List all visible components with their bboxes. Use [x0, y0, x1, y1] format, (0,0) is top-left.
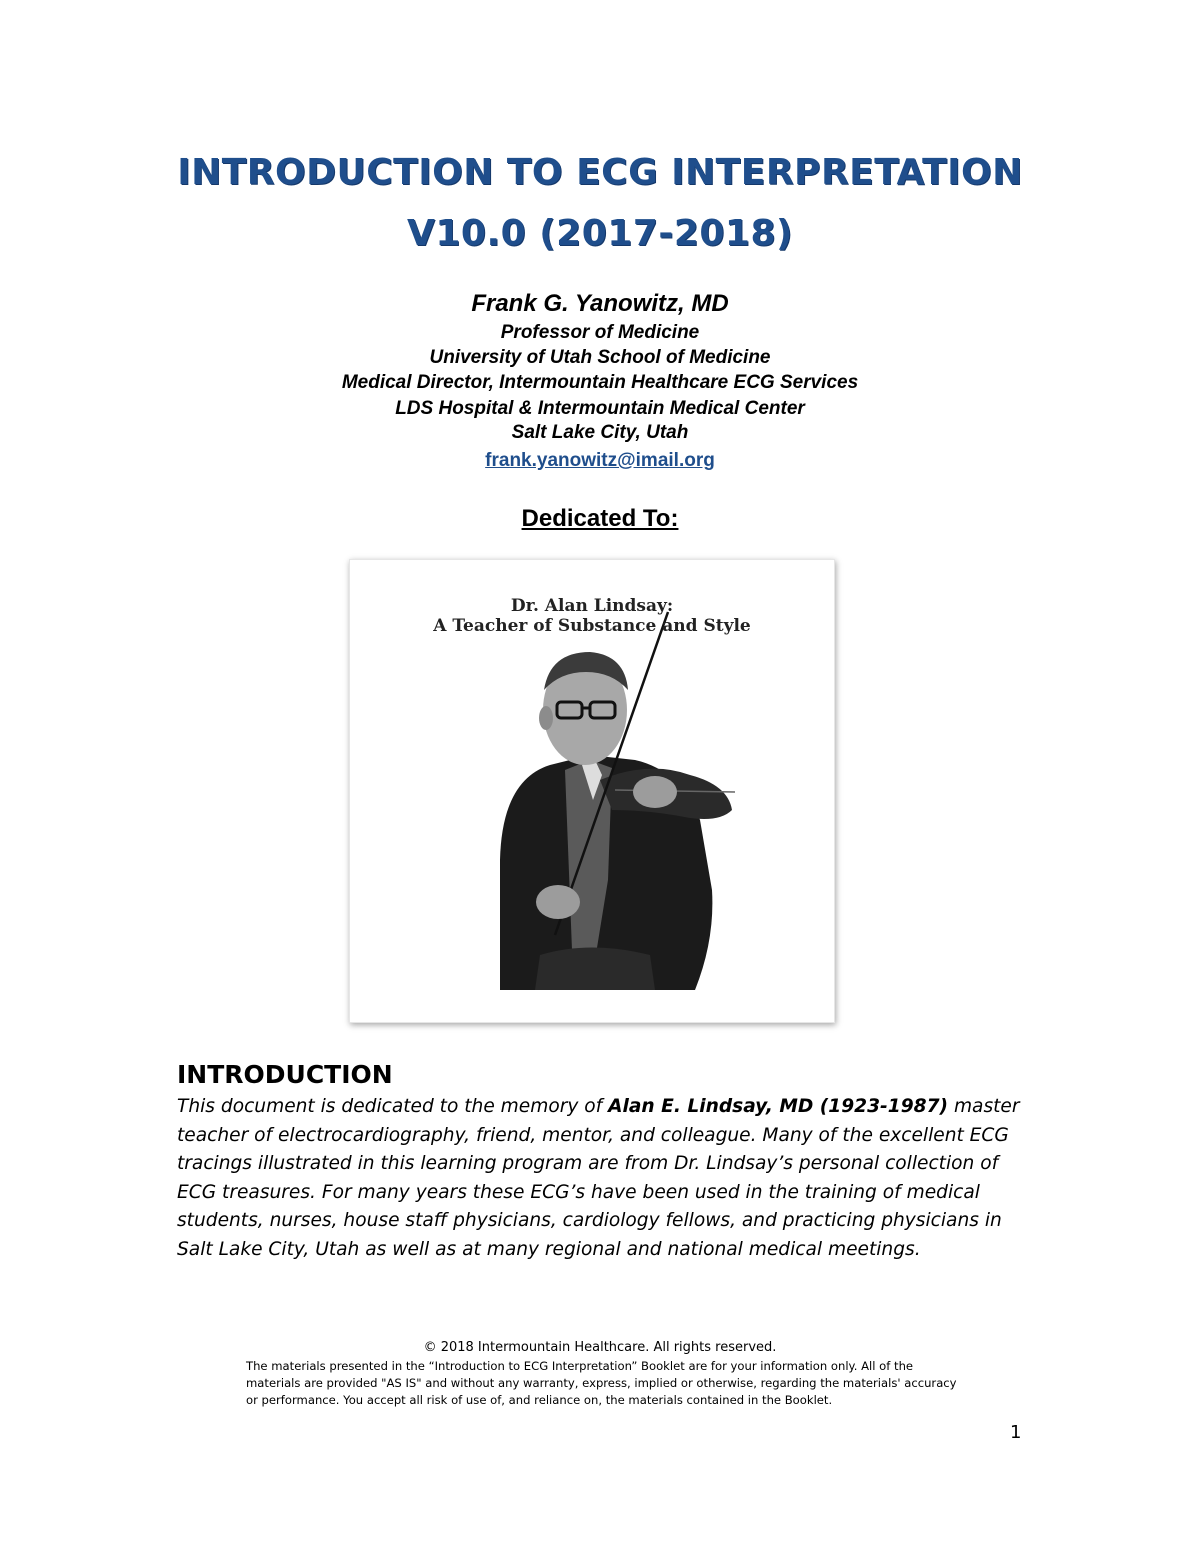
author-name: Frank G. Yanowitz, MD — [471, 290, 729, 317]
affiliation-line: LDS Hospital & Intermountain Medical Center — [395, 398, 805, 419]
intro-text-start: This document is dedicated to the memory of — [177, 1096, 609, 1117]
affiliation-line: Professor of Medicine — [500, 322, 700, 343]
document-title: INTRODUCTION TO ECG INTERPRETATION — [177, 152, 1023, 193]
introduction-paragraph — [177, 1093, 1037, 1265]
introduction-heading: INTRODUCTION — [177, 1060, 393, 1089]
affiliation-line: University of Utah School of Medicine — [429, 347, 771, 368]
dedication-photo — [349, 559, 835, 1023]
page-number: 1 — [1010, 1422, 1022, 1443]
document-version: V10.0 (2017-2018) — [407, 213, 793, 254]
photo-caption-line1: Dr. Alan Lindsay: — [510, 596, 674, 616]
affiliation-line: Medical Director, Intermountain Healthcare ECG Services — [341, 372, 859, 393]
photo-caption-line2: A Teacher of Substance and Style — [433, 616, 751, 636]
dedicated-heading: Dedicated To: — [521, 505, 679, 532]
intro-text-rest: master teacher of electrocardiography, friend, mentor, and colleague. Many of the excellent ECG tracings illustrated in this learning program are from Dr. Lindsay’s personal collection of ECG treasures. For many years these ECG’s have been used in the training of medical students, nurses, house staff physicians, cardiology fellows, and practicing physicians in Salt Lake City, Utah as well as at many regional and national medical meetings. — [177, 1096, 1020, 1260]
affiliation-line: Salt Lake City, Utah — [511, 422, 689, 443]
footer-disclaimer: The materials presented in the “Introduction to ECG Interpretation” Booklet are for your information only. All of the materials are provided "AS IS" and without any warranty, express, implied or otherwise, regarding the materials' accuracy or performance. You accept all risk of use of, and reliance on, the materials contained in the Booklet. — [246, 1359, 957, 1407]
author-email-link[interactable]: frank.yanowitz@imail.org — [485, 450, 715, 471]
intro-text-bold-name: Alan E. Lindsay, MD (1923-1987) — [608, 1096, 949, 1117]
footer-copyright: © 2018 Intermountain Healthcare. All rights reserved. — [423, 1340, 777, 1355]
